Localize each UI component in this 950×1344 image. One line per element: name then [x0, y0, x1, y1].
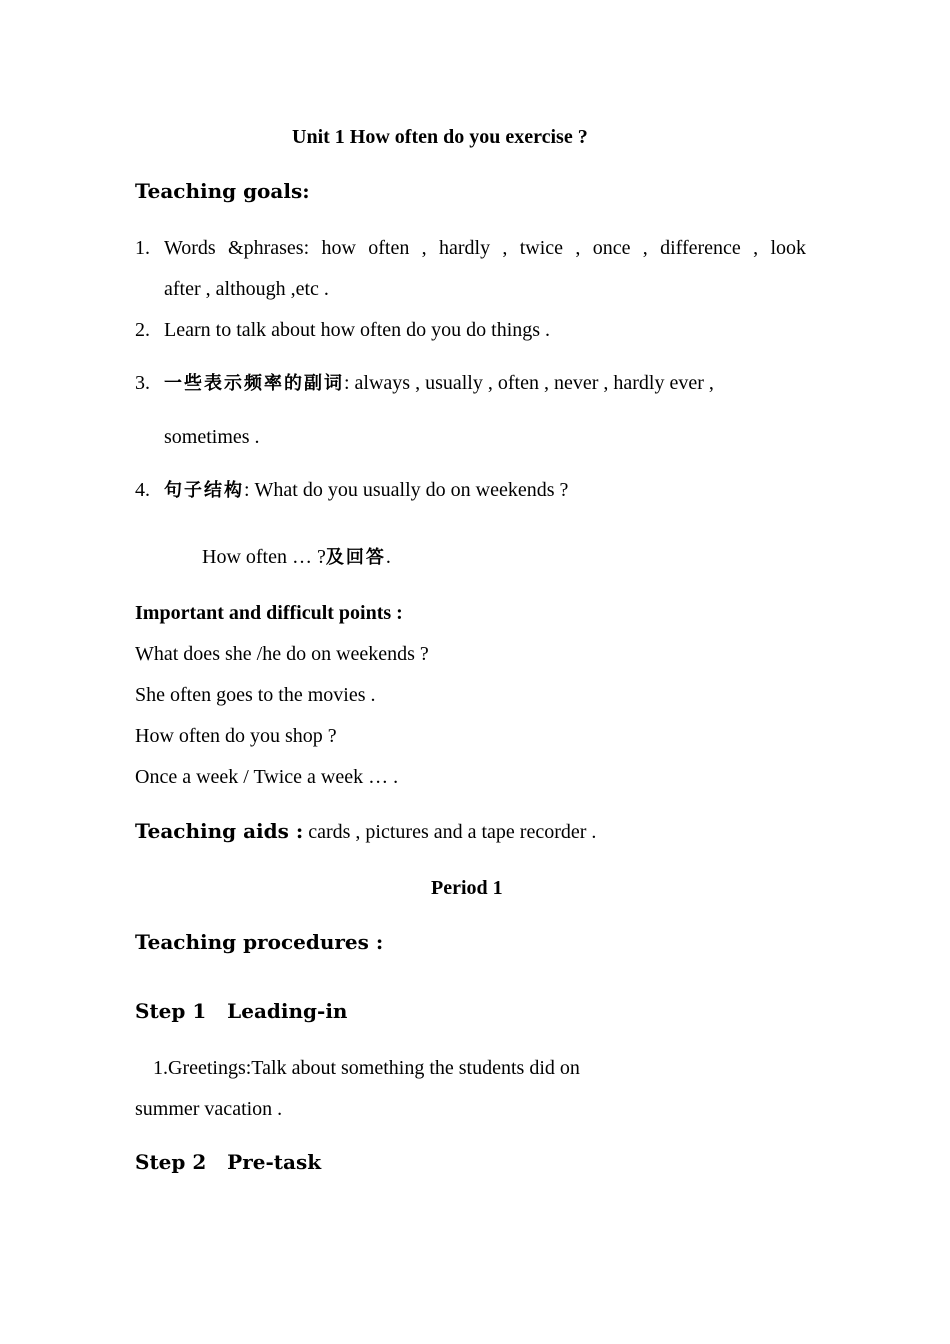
step-1-heading: Step 1 Leading-in — [135, 999, 348, 1023]
goal-1-line-1: Words &phrases: how often , hardly , twice , once , difference , look — [164, 237, 806, 259]
sub-line-cjk: 及回答 — [325, 547, 386, 568]
goal-3-text: : always , usually , often , never , hardly ever , — [344, 372, 714, 394]
goal-2-number: 2. — [135, 319, 150, 341]
important-line-2: She often goes to the movies . — [135, 684, 376, 706]
page-title: Unit 1 How often do you exercise ? — [292, 126, 588, 148]
important-points-heading: Important and difficult points : — [135, 602, 403, 624]
goal-4-text: : What do you usually do on weekends ? — [244, 479, 569, 501]
goal-3-number: 3. — [135, 372, 150, 394]
sub-line-end: . — [385, 546, 391, 568]
step-2-heading: Step 2 Pre-task — [135, 1150, 322, 1174]
teaching-goals-heading: Teaching goals: — [135, 179, 310, 203]
goal-4-line-1 — [164, 478, 568, 503]
goal-3-line-1 — [164, 371, 714, 396]
goal-4-sub-line — [202, 545, 391, 570]
goal-1-line-2: after , although ,etc . — [164, 278, 329, 300]
goal-3-line-2: sometimes . — [164, 426, 260, 448]
teaching-aids-label: Teaching aids : — [135, 819, 304, 843]
goal-2-line-1: Learn to talk about how often do you do things . — [164, 319, 551, 341]
important-line-1: What does she /he do on weekends ? — [135, 643, 429, 665]
step-1-line-2: summer vacation . — [135, 1098, 283, 1120]
period-heading: Period 1 — [431, 877, 503, 899]
important-line-3: How often do you shop ? — [135, 725, 337, 747]
goal-1-number: 1. — [135, 237, 150, 259]
teaching-aids-line — [135, 819, 596, 844]
procedures-heading: Teaching procedures : — [135, 930, 384, 954]
goal-3-cjk-label: 一些表示频率的副词 — [164, 373, 344, 394]
important-line-4: Once a week / Twice a week … . — [135, 766, 399, 788]
step-1-line-1: 1.Greetings:Talk about something the students did on — [153, 1057, 580, 1079]
goal-4-number: 4. — [135, 479, 150, 501]
goal-4-cjk-label: 句子结构 — [164, 480, 244, 501]
sub-line-text: How often … ? — [202, 546, 326, 568]
teaching-aids-text: cards , pictures and a tape recorder . — [303, 821, 597, 843]
